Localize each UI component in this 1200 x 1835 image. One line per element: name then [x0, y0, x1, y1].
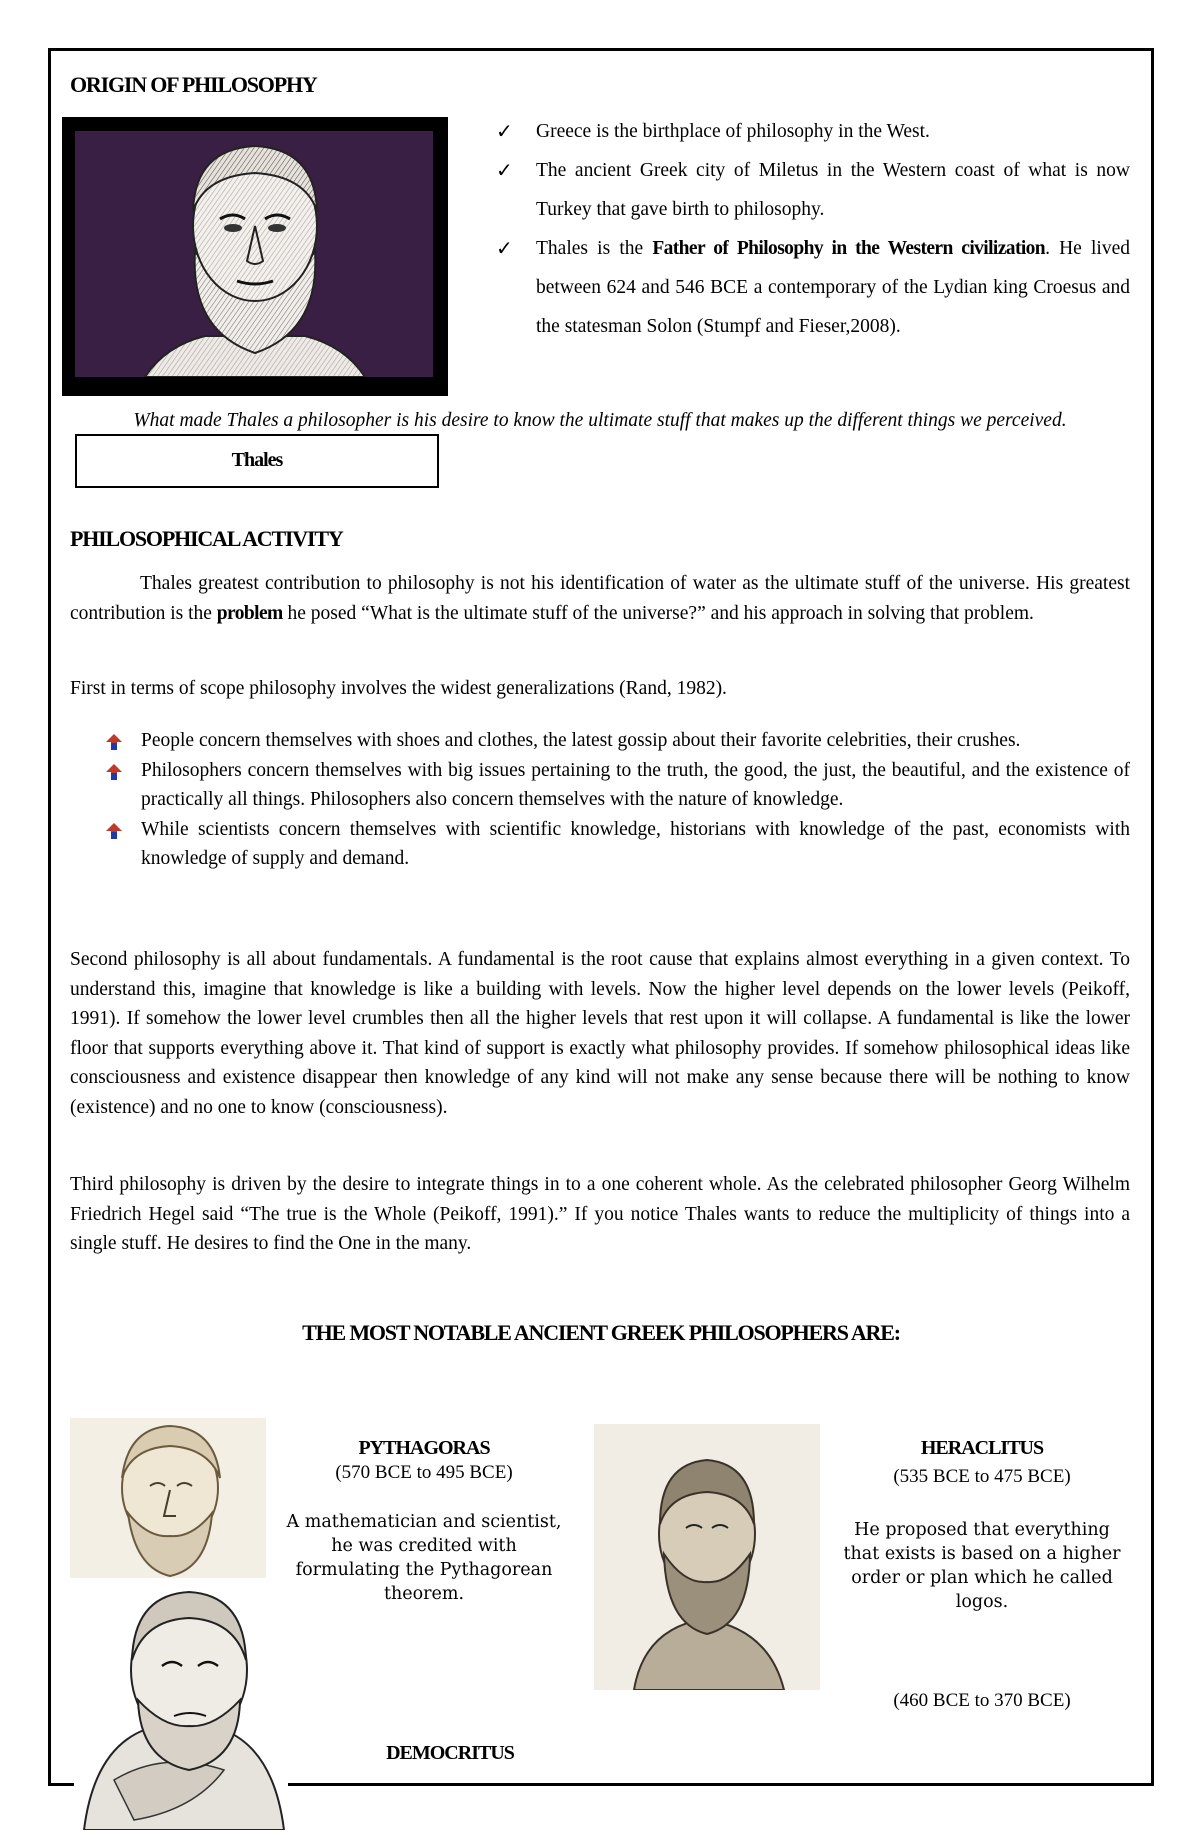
pythagoras-image [70, 1418, 266, 1578]
thales-caption: Thales [75, 434, 439, 488]
heraclitus-image [594, 1424, 820, 1690]
list-item: People concern themselves with shoes and clothes, the latest gossip about their favorite celebrities, their crushes. [100, 726, 1130, 756]
scope-list [100, 726, 1130, 874]
list-item: Philosophers concern themselves with big issues pertaining to the truth, the good, the just, the beautiful, and the existence of practically all things. Philosophers also concern themselves with the nature of knowledge. [100, 756, 1130, 815]
first-paragraph: First in terms of scope philosophy involves the widest generalizations (Rand, 1982). [70, 678, 727, 699]
second-paragraph: Second philosophy is all about fundamentals. A fundamental is the root cause that explains almost everything in a given context. To understand this, imagine that knowledge is like a building with levels. Now the higher level depends on the lower levels (Peikoff, 1991). If somehow the lower level crumbles then all the higher levels that rest upon it will collapse. A fundamental is like the lower floor that supports everything above it. That kind of support is exactly what philosophy provides. If somehow philosophical ideas like consciousness and existence disappear then knowledge of any kind will not make any sense because there will be nothing to know (existence) and no one to know (consciousness). [70, 949, 1130, 1118]
pythagoras-name: PYTHAGORAS [358, 1437, 490, 1459]
democritus-name: DEMOCRITUS [386, 1742, 514, 1764]
notable-heading: THE MOST NOTABLE ANCIENT GREEK PHILOSOPHERS ARE: [302, 1320, 900, 1345]
activity-intro-paragraph: Thales greatest contribution to philosophy is not his identification of water as the ultimate stuff of the universe. His greatest contribution is the problem he posed “What is the ultimate stuff of the universe?” and his approach in solving that problem. [70, 573, 1130, 624]
thales-portrait [62, 117, 448, 396]
democritus-image [74, 1580, 288, 1830]
democritus-dates: (460 BCE to 370 BCE) [893, 1690, 1071, 1711]
pythagoras-description: A mathematician and scientist, he was credited with formulating the Pythagorean theorem. [286, 1512, 562, 1604]
arrow-bullet-icon [104, 734, 124, 750]
origin-bullet: ✓ Thales is the Father of Philosophy in the Western civilization. He lived between 624 and 546 BCE a contemporary of the Lydian king Croesus and the statesman Solon (Stumpf and Fieser,2008). [496, 229, 1130, 346]
checkmark-icon: ✓ [496, 119, 513, 143]
third-paragraph: Third philosophy is driven by the desire to integrate things in to a one coherent whole. As the celebrated philosopher Georg Wilhelm Friedrich Hegel said “The true is the Whole (Peikoff, 1991).” If you notice Thales wants to reduce the multiplicity of things into a single stuff. He desires to find the One in the many. [70, 1174, 1130, 1254]
arrow-bullet-icon [104, 823, 124, 839]
heraclitus-description: He proposed that everything that exists is based on a higher order or plan which he called logos. [843, 1520, 1121, 1612]
thales-bust-image [75, 131, 433, 377]
thales-quote: What made Thales a philosopher is his desire to know the ultimate stuff that makes up the different things we perceived. [133, 410, 1067, 431]
activity-heading: PHILOSOPHICAL ACTIVITY [70, 526, 343, 551]
checkmark-icon: ✓ [496, 158, 513, 182]
origin-heading: ORIGIN OF PHILOSOPHY [70, 72, 317, 97]
list-item: While scientists concern themselves with scientific knowledge, historians with knowledge of the past, economists with knowledge of supply and demand. [100, 815, 1130, 874]
checkmark-icon: ✓ [496, 236, 513, 260]
pythagoras-dates: (570 BCE to 495 BCE) [335, 1462, 513, 1483]
origin-bullet-list [496, 112, 1130, 346]
origin-bullet: ✓ The ancient Greek city of Miletus in the Western coast of what is now Turkey that gave birth to philosophy. [496, 151, 1130, 229]
arrow-bullet-icon [104, 764, 124, 780]
origin-bullet: ✓ Greece is the birthplace of philosophy in the West. [496, 112, 1130, 151]
heraclitus-dates: (535 BCE to 475 BCE) [893, 1466, 1071, 1487]
heraclitus-name: HERACLITUS [920, 1437, 1044, 1459]
